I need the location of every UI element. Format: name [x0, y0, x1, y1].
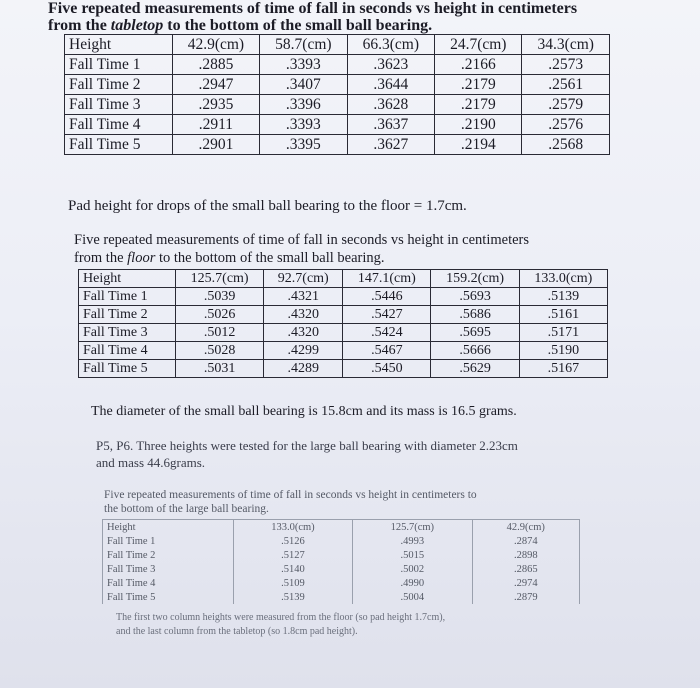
table-cell: .5161 — [519, 306, 607, 324]
row-label-cell: Fall Time 5 — [103, 590, 234, 604]
table-cell: .2974 — [472, 576, 579, 590]
table-header-cell: 24.7(cm) — [435, 35, 522, 55]
footnote-line2: and the last column from the tabletop (so 1.8cm pad height). — [116, 626, 358, 637]
footnote-line1: The first two column heights were measured from the floor (so pad height 1.7cm), — [116, 612, 446, 623]
table-cell: .2879 — [472, 590, 579, 604]
table-cell: .5026 — [176, 306, 264, 324]
row-label-cell: Fall Time 4 — [79, 342, 176, 360]
table-row — [79, 324, 608, 342]
table-cell: .2865 — [472, 562, 579, 576]
table-cell: .2190 — [435, 115, 522, 135]
table-cell: .3637 — [347, 115, 434, 135]
row-label-cell: Fall Time 1 — [103, 534, 234, 548]
table-cell: .2579 — [522, 95, 610, 115]
table-cell: .5695 — [431, 324, 519, 342]
table-cell: .2166 — [435, 55, 522, 75]
table-cell: .2561 — [522, 75, 610, 95]
table-cell: .5002 — [353, 562, 472, 576]
table-cell: .2576 — [522, 115, 610, 135]
table-row — [103, 548, 580, 562]
table-cell: .4993 — [353, 534, 472, 548]
table-cell: .5139 — [233, 590, 352, 604]
table-row — [79, 360, 608, 378]
table-cell: .4990 — [353, 576, 472, 590]
table-header-cell: 133.0(cm) — [233, 520, 352, 535]
table-cell: .5139 — [519, 288, 607, 306]
table-header-cell: 34.3(cm) — [522, 35, 610, 55]
table-row — [65, 75, 610, 95]
table-cell: .5190 — [519, 342, 607, 360]
table-cell: .2885 — [172, 55, 259, 75]
table-cell: .5450 — [343, 360, 431, 378]
table-cell: .2179 — [435, 95, 522, 115]
table-row — [79, 306, 608, 324]
table-cell: .2568 — [522, 135, 610, 155]
pad-height-note: Pad height for drops of the small ball bearing to the floor = 1.7cm. — [68, 198, 467, 214]
table-cell: .5004 — [353, 590, 472, 604]
table-row — [103, 562, 580, 576]
table-cell: .4320 — [264, 324, 343, 342]
table-cell: .4289 — [264, 360, 343, 378]
table-cell: .5012 — [176, 324, 264, 342]
table-cell: .3393 — [260, 55, 347, 75]
row-label-cell: Fall Time 3 — [79, 324, 176, 342]
table-cell: .3395 — [260, 135, 347, 155]
table-cell: .5167 — [519, 360, 607, 378]
table-row — [65, 115, 610, 135]
table-row — [65, 95, 610, 115]
table-cell: .3623 — [347, 55, 434, 75]
table-header-row — [65, 35, 610, 55]
table-header-cell: 58.7(cm) — [260, 35, 347, 55]
table-row — [65, 135, 610, 155]
table-cell: .2573 — [522, 55, 610, 75]
row-label-cell: Fall Time 4 — [103, 576, 234, 590]
table-header-cell: 125.7(cm) — [176, 270, 264, 288]
table-header-cell: 125.7(cm) — [353, 520, 472, 535]
table-cell: .5686 — [431, 306, 519, 324]
table-cell: .5140 — [233, 562, 352, 576]
table-cell: .5015 — [353, 548, 472, 562]
table-header-cell: 159.2(cm) — [431, 270, 519, 288]
table-cell: .4320 — [264, 306, 343, 324]
table-cell: .2179 — [435, 75, 522, 95]
row-label-cell: Fall Time 4 — [65, 115, 173, 135]
p5p6-note-line2: and mass 44.6grams. — [96, 455, 206, 470]
table-cell: .4321 — [264, 288, 343, 306]
section1-heading-line2 — [48, 17, 432, 35]
table-row — [79, 342, 608, 360]
diameter-note: The diameter of the small ball bearing is 15.8cm and its mass is 16.5 grams. — [91, 404, 517, 419]
table-row — [79, 288, 608, 306]
table-cell: .2911 — [172, 115, 259, 135]
table-cell: .5467 — [343, 342, 431, 360]
table-header-cell: 42.9(cm) — [472, 520, 579, 535]
table-header-cell: 147.1(cm) — [343, 270, 431, 288]
row-label-cell: Fall Time 5 — [79, 360, 176, 378]
table-cell: .5109 — [233, 576, 352, 590]
row-label-cell: Fall Time 2 — [103, 548, 234, 562]
table-header-cell: Height — [65, 35, 173, 55]
table-row — [103, 590, 580, 604]
table-cell: .2947 — [172, 75, 259, 95]
table-cell: .3396 — [260, 95, 347, 115]
table-header-cell: 42.9(cm) — [172, 35, 259, 55]
table-cell: .5171 — [519, 324, 607, 342]
table-cell: .5127 — [233, 548, 352, 562]
table-row — [103, 534, 580, 548]
table-cell: .4299 — [264, 342, 343, 360]
table-cell: .2194 — [435, 135, 522, 155]
section1-heading-line2-text: from the tabletop to the bottom of the small ball bearing. — [48, 17, 433, 34]
table-header-row — [103, 520, 580, 535]
table-cell: .5424 — [343, 324, 431, 342]
p5p6-note-line1: P5, P6. Three heights were tested for the large ball bearing with diameter 2.23cm — [96, 438, 518, 453]
large-ball-table — [102, 519, 580, 604]
section2-heading-line2: from the floor to the bottom of the small ball bearing. — [74, 250, 385, 266]
row-label-cell: Fall Time 2 — [79, 306, 176, 324]
table-row — [65, 55, 610, 75]
row-label-cell: Fall Time 1 — [79, 288, 176, 306]
table-header-cell: 66.3(cm) — [347, 35, 434, 55]
table-cell: .5427 — [343, 306, 431, 324]
row-label-cell: Fall Time 2 — [65, 75, 173, 95]
table-header-cell: Height — [103, 520, 234, 535]
table-header-row — [79, 270, 608, 288]
section3-heading-line1: Five repeated measurements of time of fall in seconds vs height in centimeters to — [104, 489, 477, 501]
table-cell: .5028 — [176, 342, 264, 360]
section3-heading-line2: the bottom of the large ball bearing. — [104, 503, 269, 515]
table-cell: .2935 — [172, 95, 259, 115]
floor-small-ball-table — [78, 269, 608, 378]
row-label-cell: Fall Time 1 — [65, 55, 173, 75]
table-header-cell: 133.0(cm) — [519, 270, 607, 288]
row-label-cell: Fall Time 5 — [65, 135, 173, 155]
table-header-cell: 92.7(cm) — [264, 270, 343, 288]
table-cell: .5126 — [233, 534, 352, 548]
table-cell: .2901 — [172, 135, 259, 155]
section1-heading-line1: Five repeated measurements of time of fall in seconds vs height in centimeters — [48, 0, 578, 17]
table-cell: .5031 — [176, 360, 264, 378]
table-cell: .5693 — [431, 288, 519, 306]
row-label-cell: Fall Time 3 — [65, 95, 173, 115]
table-cell: .5666 — [431, 342, 519, 360]
section2-heading-line1: Five repeated measurements of time of fall in seconds vs height in centimeters — [74, 232, 530, 248]
table-cell: .5446 — [343, 288, 431, 306]
table-cell: .3407 — [260, 75, 347, 95]
table-cell: .3393 — [260, 115, 347, 135]
row-label-cell: Fall Time 3 — [103, 562, 234, 576]
table-cell: .3628 — [347, 95, 434, 115]
table-cell: .5039 — [176, 288, 264, 306]
tabletop-small-ball-table — [64, 34, 610, 155]
table-cell: .2898 — [472, 548, 579, 562]
table-header-cell: Height — [79, 270, 176, 288]
table-cell: .5629 — [431, 360, 519, 378]
table-cell: .2874 — [472, 534, 579, 548]
table-cell: .3644 — [347, 75, 434, 95]
table-cell: .3627 — [347, 135, 434, 155]
table-row — [103, 576, 580, 590]
